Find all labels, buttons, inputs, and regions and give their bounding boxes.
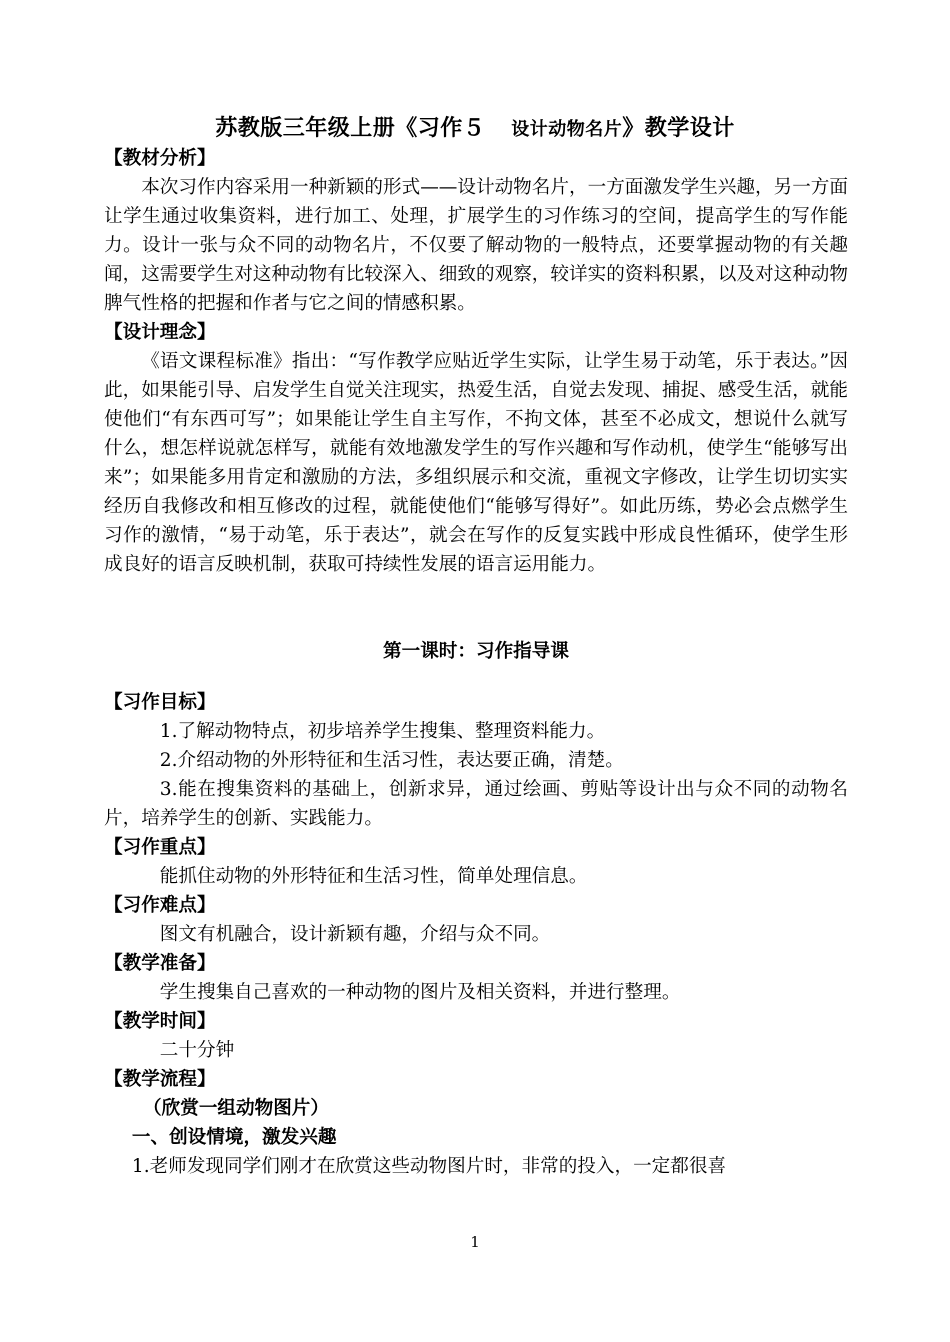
difficulties-text: 图文有机融合，设计新颖有趣，介绍与众不同。 [159,924,551,945]
key-points-text: 能抓住动物的外形特征和生活习性，简单处理信息。 [159,866,588,887]
title-main: 苏教版三年级上册《习作５ [215,116,486,141]
teaching-time-text: 二十分钟 [159,1040,235,1061]
section-heading-textbook-analysis: 【教材分析】 [104,148,216,169]
textbook-analysis-paragraph: 本次习作内容采用一种新颖的形式——设计动物名片，一方面激发学生兴趣，另一方面让学生通过收集资料，进行加工、处理，扩展学生的习作练习的空间，提高学生的写作能力。设计一张与众不同的动物名片，不仅要了解动物的一般特点，还要掌握动物的有关趣闻，这需要学生对这种动物有比较深入、细致的观察，较详实的资料积累，以及对这种动物脾气性格的把握和作者与它之间的情感积累。 [104,177,848,314]
section-heading-teaching-time: 【教学时间】 [104,1011,216,1032]
goal-item-2: 2.介绍动物的外形特征和生活习性，表达要正确，清楚。 [159,750,624,771]
title-sub: 设计动物名片 [511,119,623,140]
document-title [0,112,950,147]
document-body [104,144,848,1181]
page-number: 1 [470,1233,480,1251]
lesson-heading: 第一课时：习作指导课 [383,641,569,662]
process-note: （欣赏一组动物图片） [143,1098,329,1119]
design-concept-paragraph: 《语文课程标准》指出：“写作教学应贴近学生实际，让学生易于动笔，乐于表达。”因此，如果能引导、启发学生自觉关注现实，热爱生活，自觉去发现、捕捉、感受生活，就能使他们“有东西可写”；如果能让学生自主写作，不拘文体，甚至不必成文，想说什么就写什么，想怎样说就怎样写，就能有效地激发学生的写作兴趣和写作动机，使学生“能够写出来”；如果能多用肯定和激励的方法，多组织展示和交流，重视文字修改，让学生切切实实经历自我修改和相互修改的过程，就能使他们“能够写得好”。如此历练，势必会点燃学生习作的激情，“易于动笔，乐于表达”，就会在写作的反复实践中形成良性循环，使学生形成良好的语言反映机制，获取可持续性发展的语言运用能力。 [104,351,848,575]
title-end: 》教学设计 [622,116,735,141]
section-heading-teaching-process: 【教学流程】 [104,1069,216,1090]
section-heading-preparation: 【教学准备】 [104,953,216,974]
section-heading-writing-goals: 【习作目标】 [104,692,216,713]
step-1-heading: 一、创设情境，激发兴趣 [131,1127,337,1148]
step-1-text: 1.老师发现同学们刚才在欣赏这些动物图片时，非常的投入，一定都很喜 [131,1156,727,1177]
goal-item-3: 3.能在搜集资料的基础上，创新求异，通过绘画、剪贴等设计出与众不同的动物名片，培养学生的创新、实践能力。 [104,779,848,829]
goal-item-1: 1.了解动物特点，初步培养学生搜集、整理资料能力。 [159,721,606,742]
section-heading-key-points: 【习作重点】 [104,837,216,858]
section-heading-design-concept: 【设计理念】 [104,322,216,343]
section-heading-difficulties: 【习作难点】 [104,895,216,916]
preparation-text: 学生搜集自己喜欢的一种动物的图片及相关资料，并进行整理。 [159,982,681,1003]
